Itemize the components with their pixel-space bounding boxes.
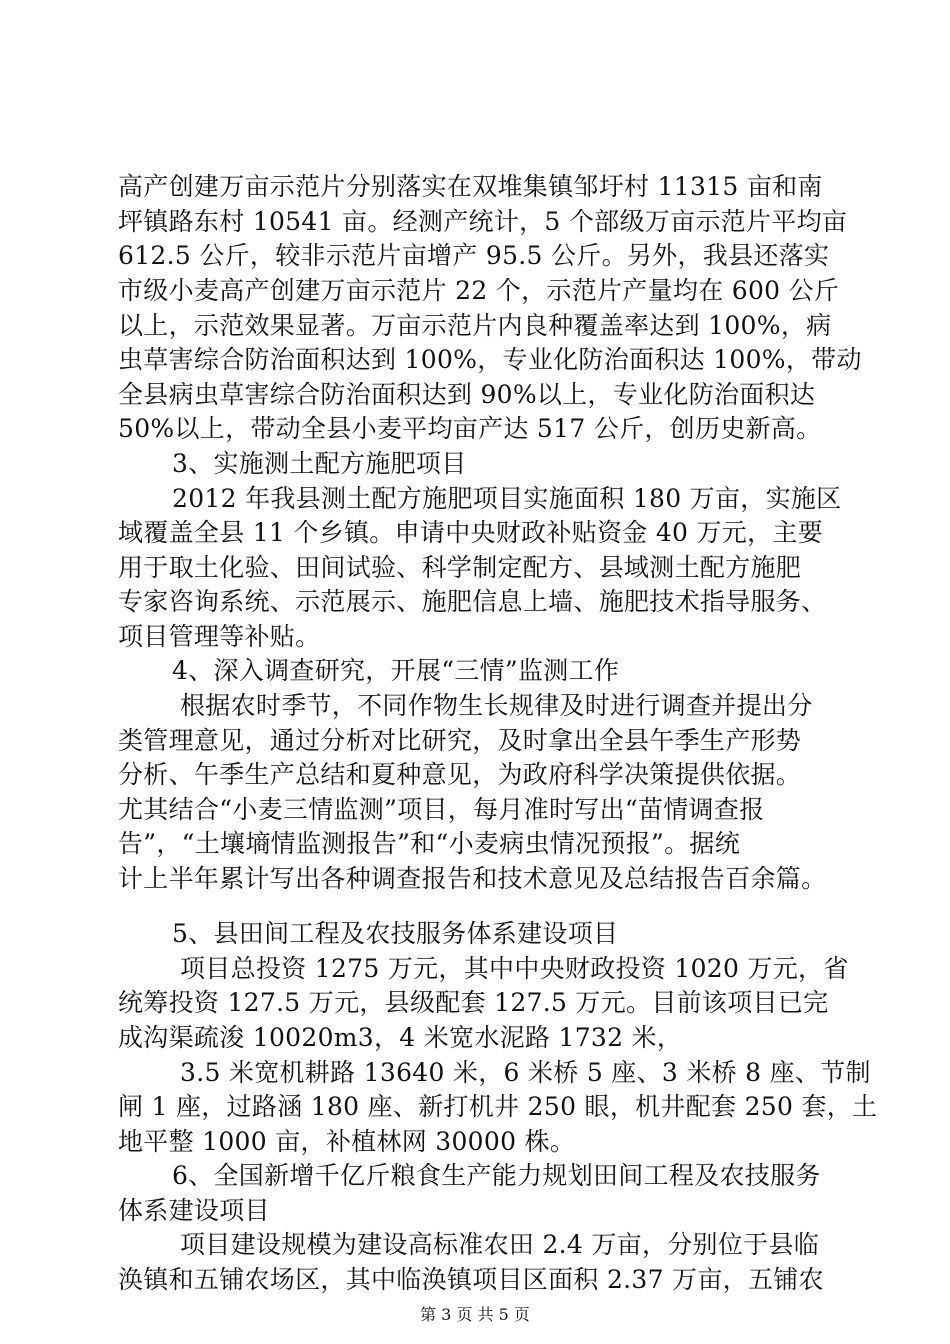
text-line: 专家咨询系统、示范展示、施肥信息上墙、施肥技术指导服务、 xyxy=(118,587,827,616)
text-line: 域覆盖全县 11 个乡镇。申请中央财政补贴资金 40 万元，主要 xyxy=(118,518,824,547)
section-heading: 6、全国新增千亿斤粮食生产能力规划田间工程及农技服务 xyxy=(172,1161,821,1190)
text-line: 成沟渠疏浚 10020m3，4 米宽水泥路 1732 米， xyxy=(118,1023,683,1052)
text-line: 尤其结合“小麦三情监测”项目，每月准时写出“苗情调查报 xyxy=(118,795,765,824)
text-line: 2012 年我县测土配方施肥项目实施面积 180 万亩，实施区 xyxy=(172,484,842,513)
text-line: 计上半年累计写出各种调查报告和技术意见及总结报告百余篇。 xyxy=(118,864,827,893)
text-line: 地平整 1000 亩，补植林网 30000 株。 xyxy=(118,1127,576,1156)
section-heading: 5、县田间工程及农技服务体系建设项目 xyxy=(172,919,619,948)
text-line: 根据农时季节，不同作物生长规律及时进行调查并提出分 xyxy=(180,691,813,720)
text-line: 类管理意见，通过分析对比研究，及时拿出全县午季生产形势 xyxy=(118,726,802,755)
text-line: 项目管理等补贴。 xyxy=(118,622,321,651)
text-line: 虫草害综合防治面积达到 100%，专业化防治面积达 100%，带动 xyxy=(118,345,862,374)
text-line: 告”，“土壤墒情监测报告”和“小麦病虫情况预报”。据统 xyxy=(118,829,741,858)
text-line: 涣镇和五铺农场区，其中临涣镇项目区面积 2.37 万亩，五铺农 xyxy=(118,1265,824,1294)
text-line: 50%以上，带动全县小麦平均亩产达 517 公斤，创历史新高。 xyxy=(118,414,822,443)
text-line: 坪镇路东村 10541 亩。经测产统计，5 个部级万亩示范片平均亩 xyxy=(118,207,848,236)
text-line: 统筹投资 127.5 万元，县级配套 127.5 万元。目前该项目已完 xyxy=(118,988,829,1017)
section-heading-continued: 体系建设项目 xyxy=(118,1196,270,1225)
section-heading: 4、深入调查研究，开展“三情”监测工作 xyxy=(172,656,620,685)
page-footer: 第 3 页 共 5 页 xyxy=(420,1305,530,1324)
text-line: 以上，示范效果显著。万亩示范片内良种覆盖率达到 100%，病 xyxy=(118,311,832,340)
text-line: 3.5 米宽机耕路 13640 米，6 米桥 5 座、3 米桥 8 座、节制 xyxy=(180,1058,871,1087)
text-line: 市级小麦高产创建万亩示范片 22 个，示范片产量均在 600 公斤 xyxy=(118,276,840,305)
text-line: 用于取土化验、田间试验、科学制定配方、县域测土配方施肥 xyxy=(118,553,802,582)
text-line: 612.5 公斤，较非示范片亩增产 95.5 公斤。另外，我县还落实 xyxy=(118,241,830,270)
text-line: 全县病虫草害综合防治面积达到 90%以上，专业化防治面积达 xyxy=(118,380,816,409)
text-line: 闸 1 座，过路涵 180 座、新打机井 250 眼，机井配套 250 套，土 xyxy=(118,1092,878,1121)
text-line: 项目建设规模为建设高标准农田 2.4 万亩，分别位于县临 xyxy=(180,1230,820,1259)
text-line: 高产创建万亩示范片分别落实在双堆集镇邹圩村 11315 亩和南 xyxy=(118,172,823,201)
text-line: 项目总投资 1275 万元，其中中央财政投资 1020 万元，省 xyxy=(180,954,849,983)
text-line: 分析、午季生产总结和夏种意见，为政府科学决策提供依据。 xyxy=(118,760,802,789)
section-heading: 3、实施测土配方施肥项目 xyxy=(172,449,467,478)
